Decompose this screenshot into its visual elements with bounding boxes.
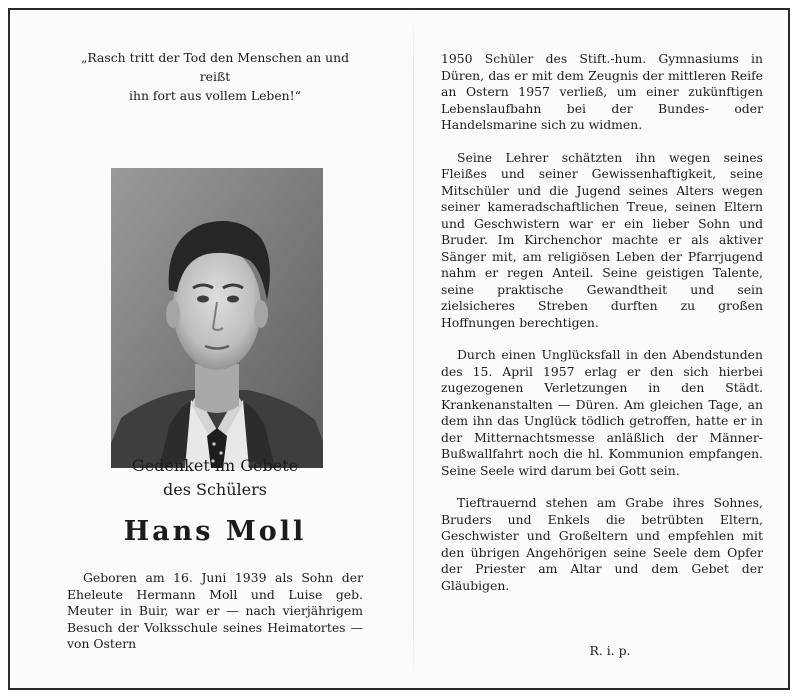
right-page [441, 51, 763, 658]
paragraph-character: Seine Lehrer schätzten ihn wegen seines Fleißes und seiner Gewissenhaftigkeit, seine Mitschüler und die Jugend seines Alters wegen seiner kameradschaftlichen Treue, seinen Eltern und Geschwistern war er ein lieber Sohn und Bruder. Im Kirchenchor machte er als aktiver Sänger mit, am religiösen Leben der Pfarrjugend nahm er regen Anteil. Seine geistigen Talente, seine praktische Gewandtheit und sein zielsicheres Streben durften zu großen Hoffnungen berechtigen. [441, 149, 763, 330]
quote-line-1: „Rasch tritt der Tod den Menschen an und reißt [80, 50, 350, 84]
deceased-name: Hans Moll [123, 516, 307, 547]
remembrance-heading [65, 454, 365, 502]
biography-start: Geboren am 16. Juni 1939 als Sohn der Eheleute Hermann Moll und Luise geb. Meuter in Buir, war er — nach vierjährigem Besuch der Volksschule seines Heimatortes — von Ostern [67, 570, 363, 651]
paragraph-mourning: Tieftrauernd stehen am Grabe ihres Sohnes, Bruders und Enkels die betrübten Eltern, Geschwister und Großeltern und empfehlen mit den übrigen Angehörigen seine Seele dem Opfer der Priester am Altar und dem Gebet der Gläubigen. [441, 495, 763, 593]
paragraph-education: 1950 Schüler des Stift.-hum. Gymnasiums in Düren, das er mit dem Zeugnis der mittleren Reife an Ostern 1957 verließ, um einer zukünftigen Lebenslaufbahn bei der Bundes- oder Handelsmarine sich zu widmen. [441, 51, 763, 132]
memorial-card [8, 8, 790, 690]
left-page [65, 48, 365, 651]
remembrance-line-2: des Schülers [163, 480, 267, 499]
remembrance-line-1: Gedenket im Gebete [131, 456, 299, 475]
paragraph-death: Durch einen Unglücksfall in den Abendstunden des 15. April 1957 erlag er den sich hierbei zugezogenen Verletzungen in den Städt. Krankenanstalten — Düren. Am gleichen Tage, an dem ihn das Unglück tödlich getroffen, hatte er in der Mitternachtsmesse anläßlich der Männer-Bußwallfahrt noch die hl. Kommunion empfangen. Seine Seele wird darum bei Gott sein. [441, 347, 763, 478]
center-fold-line [413, 14, 414, 682]
opening-quote [65, 48, 365, 105]
portrait-illustration [111, 168, 323, 468]
quote-line-2: ihn fort aus vollem Leben!“ [129, 88, 301, 103]
closing-rip: R. i. p. [589, 643, 631, 658]
portrait-photo [111, 168, 323, 468]
